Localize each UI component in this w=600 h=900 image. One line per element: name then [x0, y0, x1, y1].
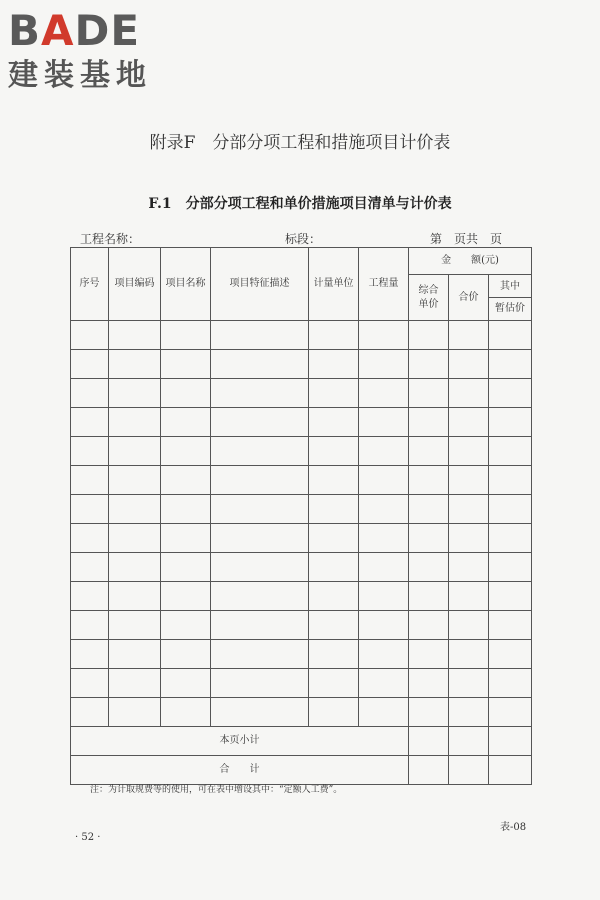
- table-cell: [109, 408, 161, 437]
- table-cell: [359, 640, 409, 669]
- table-cell: [309, 321, 359, 350]
- table-cell: [109, 495, 161, 524]
- table-cell: [161, 640, 211, 669]
- subtotal-cell: [489, 727, 532, 756]
- table-cell: [489, 466, 532, 495]
- table-cell: [309, 379, 359, 408]
- table-cell: [109, 553, 161, 582]
- table-cell: [309, 466, 359, 495]
- table-cell: [409, 553, 449, 582]
- table-cell: [489, 437, 532, 466]
- table-cell: [359, 350, 409, 379]
- table-cell: [409, 611, 449, 640]
- table-cell: [489, 350, 532, 379]
- appendix-title: 附录F 分部分项工程和措施项目计价表: [149, 133, 451, 153]
- table-cell: [211, 379, 309, 408]
- table-cell: [359, 524, 409, 553]
- table-cell: [211, 321, 309, 350]
- table-cell: [109, 698, 161, 727]
- table-cell: [211, 408, 309, 437]
- table-cell: [161, 553, 211, 582]
- table-cell: [449, 495, 489, 524]
- table-cell: [71, 321, 109, 350]
- table-cell: [211, 582, 309, 611]
- table-cell: [489, 553, 532, 582]
- table-cell: [409, 669, 449, 698]
- table-cell: [211, 640, 309, 669]
- table-cell: [109, 611, 161, 640]
- subtotal-label: 本页小计: [71, 727, 409, 756]
- subtotal-cell: [449, 727, 489, 756]
- table-cell: [309, 495, 359, 524]
- table-cell: [161, 611, 211, 640]
- table-cell: [309, 553, 359, 582]
- table-cell: [489, 611, 532, 640]
- table-cell: [211, 524, 309, 553]
- table-cell: [489, 640, 532, 669]
- header-feature-desc: 项目特征描述: [211, 248, 309, 321]
- table-cell: [211, 495, 309, 524]
- table-cell: [359, 495, 409, 524]
- logo-chinese-text: 建装基地: [8, 58, 152, 93]
- table-row: [71, 640, 532, 669]
- table-row: [71, 611, 532, 640]
- table-cell: [489, 379, 532, 408]
- table-cell: [309, 640, 359, 669]
- table-cell: [71, 582, 109, 611]
- table-cell: [109, 582, 161, 611]
- project-name-label: 工程名称：: [80, 232, 141, 246]
- table-cell: [71, 698, 109, 727]
- table-cell: [161, 495, 211, 524]
- table-cell: [449, 466, 489, 495]
- table-cell: [489, 495, 532, 524]
- table-cell: [489, 582, 532, 611]
- page-number: · 52 ·: [75, 832, 101, 843]
- header-amount: 金 额(元): [409, 248, 532, 275]
- table-row: [71, 379, 532, 408]
- table-cell: [309, 611, 359, 640]
- subtotal-row: [71, 727, 532, 756]
- pricing-table: [70, 247, 532, 785]
- table-cell: [71, 669, 109, 698]
- table-footnote: 注：为计取规费等的使用，可在表中增设其中：“定额人工费”。: [90, 785, 343, 795]
- table-cell: [489, 321, 532, 350]
- table-cell: [309, 437, 359, 466]
- logo-letters-de: DE: [74, 6, 141, 55]
- table-cell: [71, 611, 109, 640]
- table-cell: [359, 698, 409, 727]
- table-cell: [211, 553, 309, 582]
- table-cell: [409, 640, 449, 669]
- header-seq: 序号: [71, 248, 109, 321]
- table-row: [71, 524, 532, 553]
- table-cell: [309, 582, 359, 611]
- table-cell: [449, 582, 489, 611]
- table-cell: [489, 408, 532, 437]
- logo-letter-b: B: [8, 6, 42, 55]
- table-cell: [161, 379, 211, 408]
- table-cell: [309, 524, 359, 553]
- table-cell: [409, 350, 449, 379]
- table-row: [71, 582, 532, 611]
- table-cell: [409, 321, 449, 350]
- table-row: [71, 698, 532, 727]
- table-cell: [449, 553, 489, 582]
- table-row: [71, 350, 532, 379]
- subtotal-cell: [409, 727, 449, 756]
- header-total-price: 合价: [449, 275, 489, 321]
- table-cell: [71, 408, 109, 437]
- table-cell: [211, 437, 309, 466]
- table-cell: [109, 466, 161, 495]
- header-composite-price: 综合单价: [409, 275, 449, 321]
- table-cell: [449, 669, 489, 698]
- header-item-name: 项目名称: [161, 248, 211, 321]
- table-cell: [359, 582, 409, 611]
- table-cell: [409, 466, 449, 495]
- table-cell: [449, 321, 489, 350]
- total-row: [71, 756, 532, 785]
- total-cell: [489, 756, 532, 785]
- table-cell: [161, 437, 211, 466]
- header-unit: 计量单位: [309, 248, 359, 321]
- total-cell: [449, 756, 489, 785]
- table-cell: [449, 408, 489, 437]
- table-cell: [409, 524, 449, 553]
- table-cell: [309, 698, 359, 727]
- table-row: [71, 466, 532, 495]
- table-cell: [449, 640, 489, 669]
- table-cell: [309, 669, 359, 698]
- table-cell: [449, 698, 489, 727]
- table-row: [71, 495, 532, 524]
- table-cell: [71, 350, 109, 379]
- table-cell: [109, 669, 161, 698]
- total-cell: [409, 756, 449, 785]
- table-cell: [71, 495, 109, 524]
- table-cell: [211, 669, 309, 698]
- table-cell: [359, 669, 409, 698]
- table-cell: [71, 466, 109, 495]
- table-cell: [161, 524, 211, 553]
- table-cell: [359, 379, 409, 408]
- table-cell: [109, 379, 161, 408]
- table-cell: [161, 669, 211, 698]
- table-cell: [359, 408, 409, 437]
- table-cell: [211, 466, 309, 495]
- logo-letter-a: A: [41, 6, 75, 55]
- header-of-which: 其中: [489, 276, 531, 298]
- table-cell: [71, 553, 109, 582]
- table-cell: [109, 640, 161, 669]
- table-cell: [71, 437, 109, 466]
- table-header-row-1: [71, 248, 532, 275]
- table-cell: [359, 321, 409, 350]
- table-cell: [109, 524, 161, 553]
- table-cell: [409, 408, 449, 437]
- table-number: 表-08: [500, 822, 527, 833]
- table-cell: [109, 321, 161, 350]
- table-cell: [489, 524, 532, 553]
- section-label: 标段：: [285, 232, 322, 246]
- page-count-label: 第 页共 页: [430, 232, 503, 246]
- table-cell: [109, 437, 161, 466]
- table-cell: [449, 437, 489, 466]
- table-cell: [309, 408, 359, 437]
- table-cell: [489, 698, 532, 727]
- table-cell: [211, 611, 309, 640]
- table-cell: [449, 350, 489, 379]
- table-cell: [449, 379, 489, 408]
- table-cell: [359, 611, 409, 640]
- table-cell: [359, 466, 409, 495]
- table-cell: [71, 640, 109, 669]
- table-cell: [409, 582, 449, 611]
- table-cell: [161, 350, 211, 379]
- section-title: F.1 分部分项工程和单价措施项目清单与计价表: [148, 196, 452, 212]
- table-row: [71, 321, 532, 350]
- table-cell: [309, 350, 359, 379]
- table-cell: [161, 408, 211, 437]
- table-cell: [161, 698, 211, 727]
- header-quantity: 工程量: [359, 248, 409, 321]
- table-cell: [489, 669, 532, 698]
- table-cell: [71, 524, 109, 553]
- table-row: [71, 437, 532, 466]
- table-cell: [359, 553, 409, 582]
- bade-logo: [8, 6, 178, 98]
- header-item-code: 项目编码: [109, 248, 161, 321]
- table-cell: [211, 698, 309, 727]
- header-provisional: 暂估价: [495, 302, 526, 314]
- table-cell: [409, 698, 449, 727]
- table-cell: [409, 437, 449, 466]
- table-row: [71, 553, 532, 582]
- table-cell: [109, 350, 161, 379]
- table-cell: [449, 524, 489, 553]
- table-row: [71, 408, 532, 437]
- table-cell: [211, 350, 309, 379]
- table-row: [71, 669, 532, 698]
- table-cell: [161, 321, 211, 350]
- table-cell: [409, 495, 449, 524]
- total-label: 合 计: [71, 756, 409, 785]
- table-cell: [161, 466, 211, 495]
- table-cell: [71, 379, 109, 408]
- table-cell: [161, 582, 211, 611]
- table-cell: [409, 379, 449, 408]
- table-cell: [359, 437, 409, 466]
- table-cell: [449, 611, 489, 640]
